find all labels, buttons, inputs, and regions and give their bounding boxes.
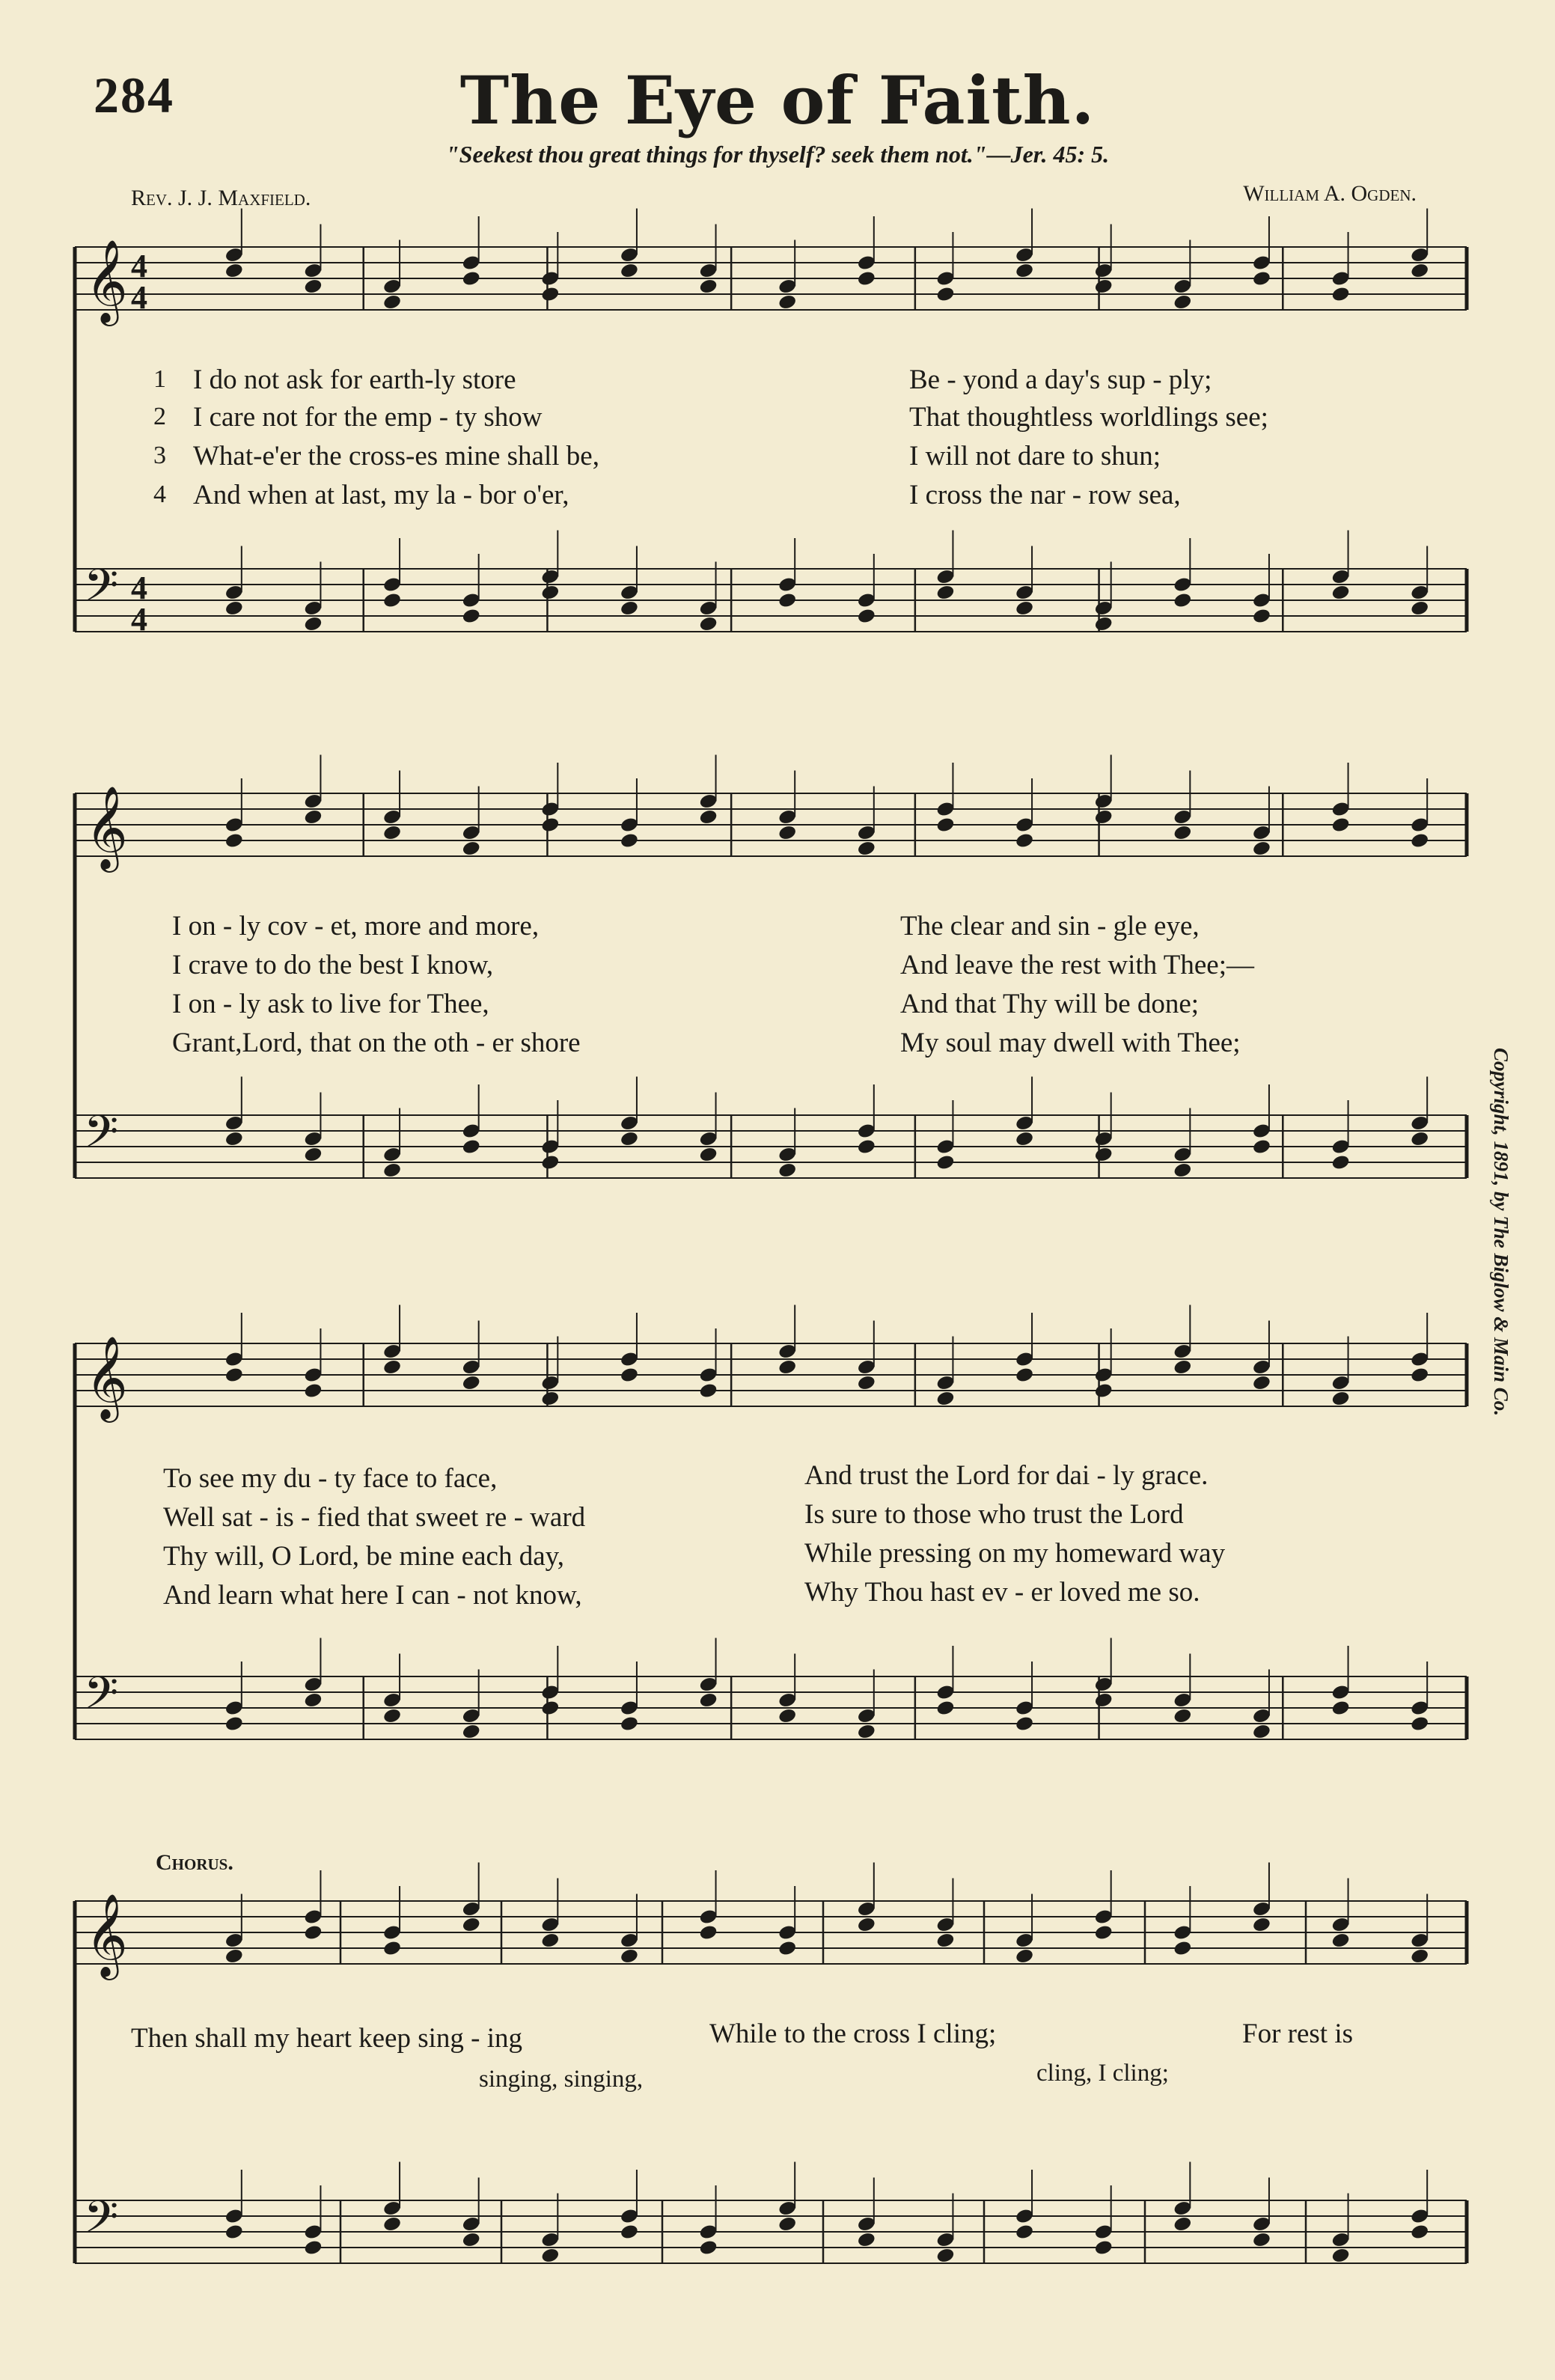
system-3-bass-note [1252, 1723, 1271, 1740]
system-2-treble-note [1173, 824, 1192, 841]
system-1-bass-note [1410, 599, 1429, 617]
system-3-bass-note [224, 1715, 244, 1733]
time-signature-bass-top: 4 [131, 570, 147, 606]
system-2-bass-note [935, 1154, 955, 1171]
system-2-treble-note [1331, 817, 1350, 834]
system-3-bass-note [1173, 1707, 1192, 1724]
verse-1-line-a: I do not ask for earth-ly store [193, 364, 516, 395]
system-3-bass-note [778, 1707, 797, 1724]
verse-2-line-e: Well sat - is - fied that sweet re - ward [163, 1502, 586, 1533]
system-4-bass-note [1252, 2231, 1271, 2248]
system-1-bass-note [462, 608, 481, 625]
verse-4-line-f: Why Thou hast ev - er loved me so. [804, 1577, 1200, 1608]
system-1-treble-note [224, 262, 244, 279]
system-3-bass-note [1094, 1691, 1113, 1709]
system-2-treble-note [224, 832, 244, 849]
verse-3-line-d: And that Thy will be done; [900, 989, 1200, 1019]
system-1-treble-note [1173, 293, 1192, 311]
verse-4-line-b: I cross the nar - row sea, [909, 480, 1181, 510]
system-2-bass-note [1173, 1162, 1192, 1179]
system-2-treble-note [1410, 832, 1429, 849]
system-1-bass-note [620, 599, 639, 617]
system-2-bass-clef: 𝄢 [84, 1105, 119, 1168]
chorus-line-3: For rest is [1242, 2019, 1353, 2049]
system-3-treble-note [382, 1358, 402, 1376]
system-3-treble-note [620, 1367, 639, 1384]
system-1-treble-note [1410, 262, 1429, 279]
system-1-bass-note [935, 584, 955, 601]
copyright-notice: Copyright, 1891, by The Biglow & Main Co. [1490, 1048, 1512, 1417]
system-4-treble-note [778, 1940, 797, 1957]
verse-1-line-d: The clear and sin - gle eye, [900, 911, 1200, 942]
system-2-treble-note [1252, 840, 1271, 857]
system-1-treble-note [1252, 270, 1271, 287]
system-4-bass-note [382, 2215, 402, 2233]
system-3-treble-note [224, 1367, 244, 1384]
system-2-bass-note [1410, 1130, 1429, 1147]
system-1-bass-note [698, 615, 718, 632]
system-4-treble-note [1015, 1947, 1034, 1965]
system-1-bass-note [1094, 615, 1113, 632]
system-1-bass-note [540, 584, 560, 601]
verse-3-line-b: I will not dare to shun; [909, 441, 1161, 472]
verse-1-line-f: And trust the Lord for dai - ly grace. [804, 1460, 1209, 1491]
system-3-treble-note [1331, 1390, 1350, 1407]
system-2-bass-note [540, 1154, 560, 1171]
system-1-treble-note [303, 278, 323, 295]
system-3-treble-note [1410, 1367, 1429, 1384]
system-2-bass-note [1252, 1138, 1271, 1156]
system-1-bass-note [857, 608, 876, 625]
system-2-treble-note [857, 840, 876, 857]
verse-4-line-a: And when at last, my la - bor o'er, [193, 480, 569, 510]
system-2-bass-note [462, 1138, 481, 1156]
system-2-bass-note [620, 1130, 639, 1147]
system-1-bass-note [382, 592, 402, 609]
system-3-bass-note [303, 1691, 323, 1709]
system-1-bass-clef: 𝄢 [84, 559, 119, 622]
hymn-title: The Eye of Faith. [459, 61, 1096, 139]
system-4-treble-note [1252, 1916, 1271, 1933]
verse-2-line-b: That thoughtless worldlings see; [909, 402, 1268, 433]
system-3-treble-note [303, 1382, 323, 1400]
system-4-bass-note [1015, 2224, 1034, 2241]
system-3-treble-clef: 𝄞 [85, 1335, 128, 1419]
verse-number: 3 [153, 442, 166, 469]
system-1-treble-note [382, 293, 402, 311]
system-2-bass-note [778, 1162, 797, 1179]
system-1-treble-note [1094, 278, 1113, 295]
system-3-treble-note [935, 1390, 955, 1407]
system-4-bass-note [540, 2247, 560, 2264]
verse-2-line-a: I care not for the emp - ty show [193, 402, 543, 433]
system-4-treble-note [1410, 1947, 1429, 1965]
chorus-label: Chorus. [156, 1850, 233, 1875]
scripture-epigraph: "Seekest thou great things for thyself? seek them not."—Jer. 45: 5. [445, 141, 1110, 168]
verse-4-line-d: My soul may dwell with Thee; [900, 1028, 1241, 1058]
system-1-bass-note [1252, 608, 1271, 625]
verse-number: 4 [153, 480, 166, 508]
time-signature-bass-bottom: 4 [131, 601, 147, 638]
composer-credit: William A. Ogden. [1243, 181, 1417, 206]
system-4-treble-clef: 𝄞 [85, 1893, 128, 1977]
system-3-bass-note [462, 1723, 481, 1740]
system-2-treble-note [698, 808, 718, 826]
system-1-treble-note [857, 270, 876, 287]
system-2-treble-note [1015, 832, 1034, 849]
verse-3-line-a: What-e'er the cross-es mine shall be, [193, 441, 599, 472]
system-3-treble-note [698, 1382, 718, 1400]
time-signature-treble-top: 4 [131, 248, 147, 284]
system-2-bass-note [857, 1138, 876, 1156]
system-1-bass-note [1173, 592, 1192, 609]
system-3-bass-note [857, 1723, 876, 1740]
system-4-bass-note [1410, 2224, 1429, 2241]
system-1-bass-note [1015, 599, 1034, 617]
system-4-bass-note [462, 2231, 481, 2248]
system-3-bass-note [620, 1715, 639, 1733]
chorus-echo-2: cling, I cling; [1036, 2060, 1169, 2087]
system-4-treble-note [224, 1947, 244, 1965]
system-2-bass-note [1331, 1154, 1350, 1171]
verse-1-line-c: I on - ly cov - et, more and more, [172, 911, 540, 942]
system-4-bass-note [778, 2215, 797, 2233]
system-4-treble-note [540, 1932, 560, 1949]
system-1-treble-note [698, 278, 718, 295]
system-1-bass-note [224, 599, 244, 617]
system-4-bass-note [224, 2224, 244, 2241]
system-1-treble-note [540, 286, 560, 303]
system-4-bass-note [1331, 2247, 1350, 2264]
system-2-bass-note [1015, 1130, 1034, 1147]
system-3-bass-note [698, 1691, 718, 1709]
system-1-treble-note [620, 262, 639, 279]
system-4-bass-note [857, 2231, 876, 2248]
system-3-bass-clef: 𝄢 [84, 1667, 119, 1730]
verse-3-line-f: While pressing on my homeward way [804, 1538, 1226, 1569]
system-4-treble-note [382, 1940, 402, 1957]
system-4-treble-note [935, 1932, 955, 1949]
system-3-treble-note [462, 1374, 481, 1391]
lyricist-credit: Rev. J. J. Maxfield. [131, 186, 311, 210]
verse-number: 1 [153, 365, 166, 393]
verse-1-line-e: To see my du - ty face to face, [163, 1463, 498, 1494]
system-3-treble-note [1015, 1367, 1034, 1384]
system-2-treble-note [462, 840, 481, 857]
system-3-bass-note [935, 1700, 955, 1717]
system-4-bass-note [698, 2239, 718, 2257]
system-3-bass-note [382, 1707, 402, 1724]
system-4-treble-note [857, 1916, 876, 1933]
system-1-treble-note [1015, 262, 1034, 279]
page-number: 284 [94, 67, 174, 123]
verse-2-line-c: I crave to do the best I know, [172, 950, 494, 980]
verse-3-line-e: Thy will, O Lord, be mine each day, [163, 1541, 564, 1572]
system-2-bass-note [1094, 1146, 1113, 1163]
system-1-bass-note [778, 592, 797, 609]
system-3-treble-note [1094, 1382, 1113, 1400]
system-4-treble-note [303, 1924, 323, 1941]
chorus-line-2: While to the cross I cling; [709, 2019, 997, 2049]
system-4-treble-note [1173, 1940, 1192, 1957]
verse-1-line-b: Be - yond a day's sup - ply; [909, 364, 1212, 395]
verse-3-line-c: I on - ly ask to live for Thee, [172, 989, 489, 1019]
system-4-bass-clef: 𝄢 [84, 2191, 119, 2254]
system-3-bass-note [1331, 1700, 1350, 1717]
system-4-treble-note [1331, 1932, 1350, 1949]
system-3-treble-note [540, 1390, 560, 1407]
system-4-treble-note [620, 1947, 639, 1965]
system-2-treble-clef: 𝄞 [85, 785, 128, 869]
system-3-bass-note [1410, 1715, 1429, 1733]
system-1-treble-note [1331, 286, 1350, 303]
system-2-treble-note [540, 817, 560, 834]
system-4-treble-note [1094, 1924, 1113, 1941]
system-3-treble-note [857, 1374, 876, 1391]
system-4-bass-note [1094, 2239, 1113, 2257]
system-2-treble-note [778, 824, 797, 841]
system-2-bass-note [698, 1146, 718, 1163]
chorus-line-1: Then shall my heart keep sing - ing [131, 2023, 523, 2054]
verse-4-line-e: And learn what here I can - not know, [163, 1580, 582, 1611]
system-2-treble-note [935, 817, 955, 834]
verse-4-line-c: Grant,Lord, that on the oth - er shore [172, 1028, 581, 1058]
system-4-treble-note [698, 1924, 718, 1941]
system-2-bass-note [224, 1130, 244, 1147]
system-1-treble-clef: 𝄞 [85, 239, 128, 323]
system-1-treble-note [935, 286, 955, 303]
time-signature-treble-bottom: 4 [131, 279, 147, 316]
system-2-treble-note [303, 808, 323, 826]
system-2-bass-note [303, 1146, 323, 1163]
system-4-bass-note [303, 2239, 323, 2257]
system-4-bass-note [935, 2247, 955, 2264]
system-3-treble-note [1252, 1374, 1271, 1391]
verse-number: 2 [153, 403, 166, 430]
system-3-bass-note [1015, 1715, 1034, 1733]
system-3-treble-note [778, 1358, 797, 1376]
system-2-treble-note [1094, 808, 1113, 826]
system-2-bass-note [382, 1162, 402, 1179]
system-1-treble-note [462, 270, 481, 287]
system-1-bass-note [303, 615, 323, 632]
system-3-bass-note [540, 1700, 560, 1717]
system-2-treble-note [620, 832, 639, 849]
verse-2-line-d: And leave the rest with Thee;— [900, 950, 1254, 980]
system-2-treble-note [382, 824, 402, 841]
system-3-treble-note [1173, 1358, 1192, 1376]
system-1-treble-note [778, 293, 797, 311]
system-4-bass-note [620, 2224, 639, 2241]
system-4-bass-note [1173, 2215, 1192, 2233]
system-1-bass-note [1331, 584, 1350, 601]
system-4-treble-note [462, 1916, 481, 1933]
verse-2-line-f: Is sure to those who trust the Lord [804, 1499, 1184, 1530]
chorus-echo-1: singing, singing, [479, 2066, 644, 2093]
